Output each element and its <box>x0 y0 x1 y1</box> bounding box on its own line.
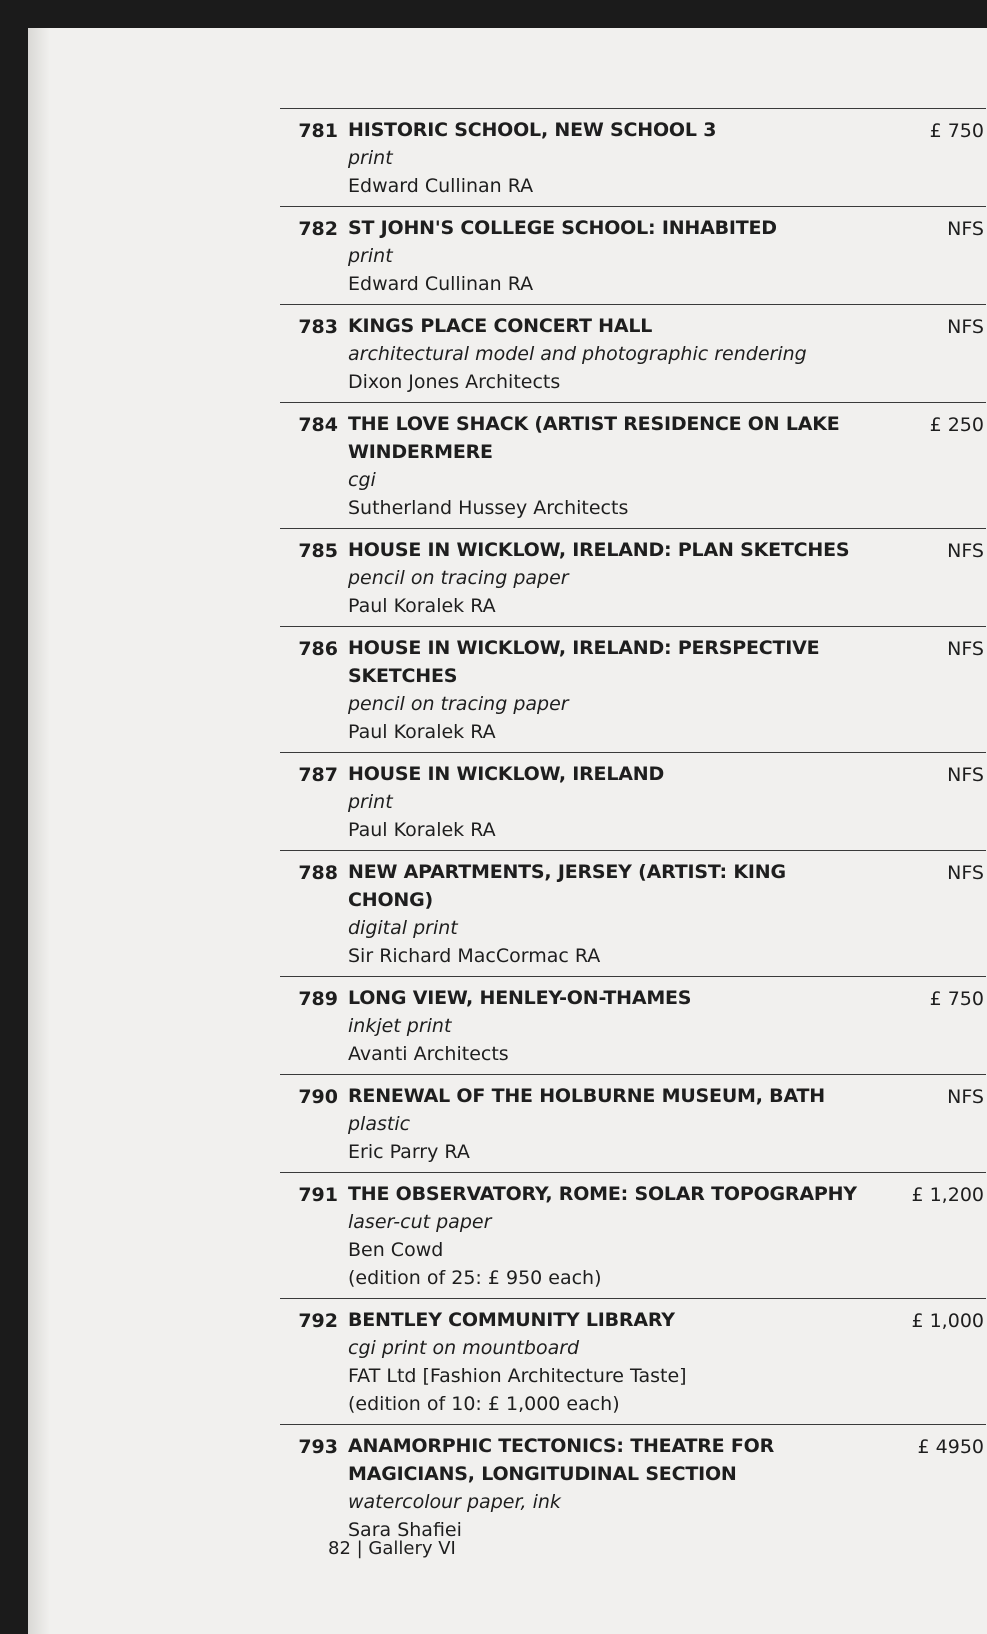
entry-number: 792 <box>298 1310 338 1332</box>
entry-content <box>348 760 868 844</box>
entry-price: NFS <box>947 862 984 884</box>
catalogue-entry <box>280 1172 986 1298</box>
entry-artist: FAT Ltd [Fashion Architecture Taste] <box>348 1365 687 1387</box>
entry-number: 788 <box>298 862 338 884</box>
entry-title: KINGS PLACE CONCERT HALL <box>348 315 653 337</box>
entry-content <box>348 858 868 970</box>
entry-artist: Paul Koralek RA <box>348 595 496 617</box>
entry-title: THE LOVE SHACK (ARTIST RESIDENCE ON LAKE WINDERMERE <box>348 413 840 463</box>
entry-price: NFS <box>947 540 984 562</box>
entry-content <box>348 984 868 1068</box>
entry-number: 782 <box>298 218 338 240</box>
catalogue-entry <box>280 626 986 752</box>
catalogue-entry <box>280 1074 986 1172</box>
entry-medium: inkjet print <box>348 1015 452 1037</box>
entry-medium: print <box>348 245 393 267</box>
entry-number: 789 <box>298 988 338 1010</box>
entry-medium: print <box>348 791 393 813</box>
entry-medium: digital print <box>348 917 458 939</box>
entry-title: LONG VIEW, HENLEY-ON-THAMES <box>348 987 692 1009</box>
entry-artist: Dixon Jones Architects <box>348 371 561 393</box>
entry-title: NEW APARTMENTS, JERSEY (ARTIST: KING CHONG) <box>348 861 786 911</box>
entry-price: £ 750 <box>929 988 984 1010</box>
entry-medium: architectural model and photographic rendering <box>348 343 807 365</box>
catalogue-entry <box>280 850 986 976</box>
entry-price: £ 1,000 <box>911 1310 984 1332</box>
entry-artist: Sara Shafiei <box>348 1519 462 1541</box>
entry-price: £ 4950 <box>917 1436 984 1458</box>
entry-number: 787 <box>298 764 338 786</box>
entry-price: NFS <box>947 764 984 786</box>
entry-price: NFS <box>947 218 984 240</box>
catalogue-entry <box>280 528 986 626</box>
catalogue-entry <box>280 206 986 304</box>
entry-artist: Edward Cullinan RA <box>348 273 534 295</box>
catalogue-entry <box>280 304 986 402</box>
catalogue-list <box>280 108 986 1550</box>
entry-number: 783 <box>298 316 338 338</box>
catalogue-entry <box>280 752 986 850</box>
entry-content <box>348 1306 868 1418</box>
entry-medium: cgi <box>348 469 376 491</box>
entry-content <box>348 634 868 746</box>
entry-edition: (edition of 10: £ 1,000 each) <box>348 1393 620 1415</box>
entry-title: HOUSE IN WICKLOW, IRELAND: PERSPECTIVE SKETCHES <box>348 637 820 687</box>
catalogue-entry <box>280 1424 986 1550</box>
catalogue-entry <box>280 1298 986 1424</box>
entry-number: 790 <box>298 1086 338 1108</box>
entry-artist: Ben Cowd <box>348 1239 444 1261</box>
entry-medium: pencil on tracing paper <box>348 567 569 589</box>
entry-artist: Sir Richard MacCormac RA <box>348 945 601 967</box>
entry-content <box>348 1432 868 1544</box>
entry-content <box>348 536 868 620</box>
entry-medium: pencil on tracing paper <box>348 693 569 715</box>
entry-price: NFS <box>947 316 984 338</box>
page-footer: 82 | Gallery VI <box>328 1538 456 1559</box>
entry-content <box>348 312 868 396</box>
entry-content <box>348 1180 868 1292</box>
catalogue-entry <box>280 402 986 528</box>
entry-price: £ 250 <box>929 414 984 436</box>
entry-medium: print <box>348 147 393 169</box>
entry-number: 781 <box>298 120 338 142</box>
entry-medium: watercolour paper, ink <box>348 1491 561 1513</box>
entry-price: £ 1,200 <box>911 1184 984 1206</box>
entry-title: HOUSE IN WICKLOW, IRELAND <box>348 763 665 785</box>
entry-title: RENEWAL OF THE HOLBURNE MUSEUM, BATH <box>348 1085 825 1107</box>
entry-edition: (edition of 25: £ 950 each) <box>348 1267 602 1289</box>
entry-price: £ 750 <box>929 120 984 142</box>
entry-number: 784 <box>298 414 338 436</box>
entry-artist: Avanti Architects <box>348 1043 509 1065</box>
entry-artist: Paul Koralek RA <box>348 819 496 841</box>
entry-medium: plastic <box>348 1113 411 1135</box>
entry-artist: Paul Koralek RA <box>348 721 496 743</box>
entry-medium: laser-cut paper <box>348 1211 492 1233</box>
entry-title: ST JOHN'S COLLEGE SCHOOL: INHABITED <box>348 217 777 239</box>
entry-number: 791 <box>298 1184 338 1206</box>
catalogue-entry <box>280 108 986 206</box>
entry-title: HOUSE IN WICKLOW, IRELAND: PLAN SKETCHES <box>348 539 850 561</box>
catalogue-entry <box>280 976 986 1074</box>
entry-title: ANAMORPHIC TECTONICS: THEATRE FOR MAGICIANS, LONGITUDINAL SECTION <box>348 1435 775 1485</box>
entry-number: 786 <box>298 638 338 660</box>
entry-number: 785 <box>298 540 338 562</box>
entry-artist: Edward Cullinan RA <box>348 175 534 197</box>
catalogue-page <box>28 28 987 1634</box>
entry-number: 793 <box>298 1436 338 1458</box>
entry-price: NFS <box>947 1086 984 1108</box>
entry-title: BENTLEY COMMUNITY LIBRARY <box>348 1309 675 1331</box>
entry-price: NFS <box>947 638 984 660</box>
entry-medium: cgi print on mountboard <box>348 1337 580 1359</box>
entry-content <box>348 1082 868 1166</box>
entry-title: HISTORIC SCHOOL, NEW SCHOOL 3 <box>348 119 717 141</box>
entry-content <box>348 214 868 298</box>
entry-artist: Sutherland Hussey Architects <box>348 497 629 519</box>
page-inner <box>28 28 987 1634</box>
entry-title: THE OBSERVATORY, ROME: SOLAR TOPOGRAPHY <box>348 1183 857 1205</box>
entry-content <box>348 410 868 522</box>
entry-content <box>348 116 868 200</box>
entry-artist: Eric Parry RA <box>348 1141 470 1163</box>
